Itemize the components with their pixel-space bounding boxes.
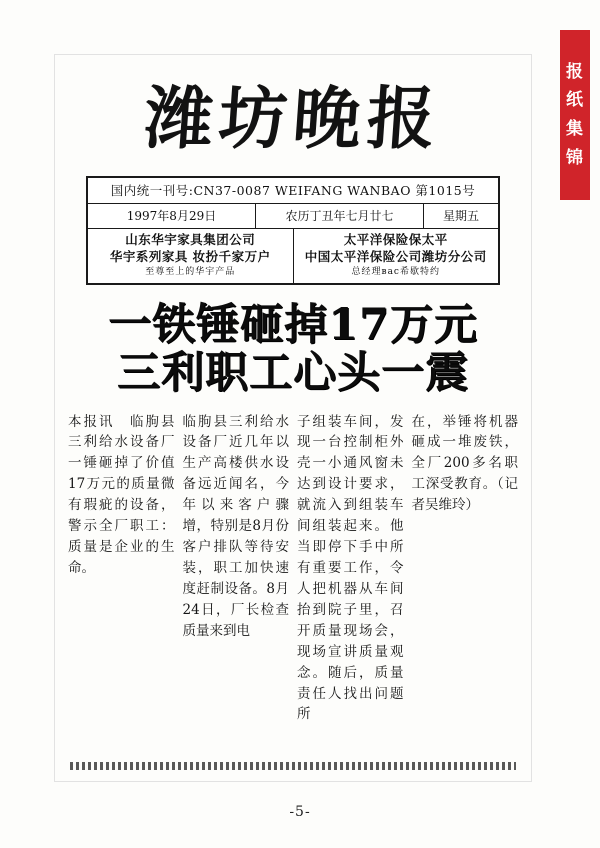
lunar-date: 农历丁丑年七月廿七 [256,204,424,228]
page-number: -5- [289,804,311,820]
side-banner-char-3: 集 [566,119,584,139]
date-row [88,204,498,229]
article-body [58,412,528,726]
side-banner-char-2: 纸 [566,90,584,111]
headline-line-2: 三利职工心头一震 [117,348,469,399]
ad-furniture-line1: 山东华宇家具集团公司 [125,232,256,247]
weekday: 星期五 [442,209,479,223]
side-banner-char-1: 报 [566,61,584,82]
issue-line-row [88,178,498,204]
side-banner-char-4: 锦 [566,147,584,168]
ad-furniture-line3: 至尊至上的华宇产品 [145,266,236,277]
gregorian-date: 1997年8月29日 [88,204,256,228]
masthead-title: 潍坊晚报 [142,79,444,159]
article-column-1: 本报讯 临朐县三利给水设备厂一锤砸掉了价值17万元的质量微有瑕疵的设备，警示全厂职工：质量是企业的生命。 [68,413,175,577]
headline-line-1: 一铁锤砸掉17万元 [108,300,478,351]
headline [58,301,528,397]
side-banner [560,30,590,200]
ad-insurance-line2: 中国太平洋保险公司潍坊分公司 [304,248,487,264]
advertisement-row [88,229,498,283]
article-column-2: 临朐县三利给水设备厂近几年以生产高楼供水设备远近闻名，今年以来客户骤增，特别是8月份客户排队等待安装，职工加快速度赶制设备。8月24日，厂长检查质量来到电 [182,413,289,639]
decorative-bottom-rule [70,762,516,770]
ad-insurance [294,229,499,283]
article-column-3: 子组装车间，发现一台控制柜外壳一小通风窗未达到设计要求，就流入到组装车间组装起来。他当即停下手中所有重要工作，令人把机器从车间抬到院子里，召开质量现场会，现场宣讲质量观念。随后，质量责任人找出问题所 [297,413,404,723]
article-column-4: 在，举锤将机器砸成一堆废铁，全厂200多名职工深受教育。（记者吴维玲） [411,413,518,514]
ad-furniture [88,229,294,283]
masthead [58,76,528,162]
issue-number-line: 国内统一刊号:CN37-0087 WEIFANG WANBAO 第1015号 [110,183,476,198]
newspaper-clipping [58,58,528,778]
ad-furniture-line2: 华宇系列家具 妆扮千家万户 [109,248,271,264]
ad-insurance-line1: 太平洋保险保太平 [343,232,448,247]
ad-insurance-line3: 总经理вас希歇特约 [351,266,440,277]
issue-info-box [86,176,500,285]
